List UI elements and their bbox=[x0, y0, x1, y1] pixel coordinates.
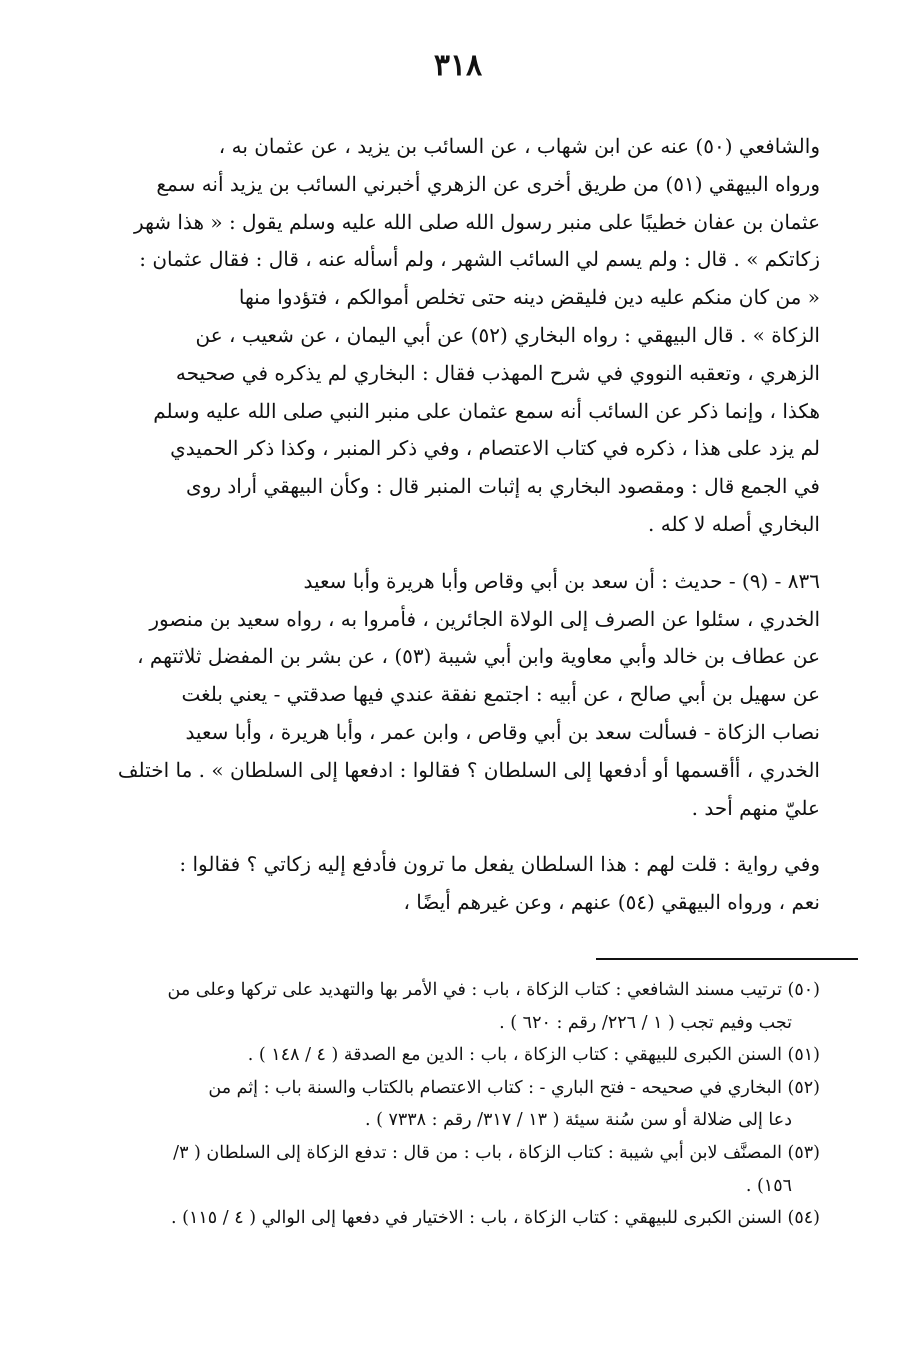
text-line: في الجمع قال : ومقصود البخاري به إثبات المنبر قال : وكأن البيهقي أراد روى bbox=[186, 474, 820, 499]
footnote-separator bbox=[596, 958, 858, 960]
text-line: عثمان بن عفان خطيبًا على منبر رسول الله صلى الله عليه وسلم يقول : « هذا شهر bbox=[134, 209, 820, 234]
text-line: زكاتكم » . قال : ولم يسم لي السائب الشهر ، ولم أسأله عنه ، قال : فقال عثمان : bbox=[139, 247, 820, 272]
main-text bbox=[58, 128, 820, 922]
footnote-53-continued: ١٥٦) . bbox=[745, 1175, 792, 1196]
text-line: نعم ، ورواه البيهقي (٥٤) عنهم ، وعن غيرهم أيضًا ، bbox=[403, 890, 820, 915]
paragraph-hadith-commentary bbox=[58, 128, 820, 544]
paragraph-narration bbox=[58, 846, 820, 922]
text-line: وفي رواية : قلت لهم : هذا السلطان يفعل ما ترون فأدفع إليه زكاتي ؟ فقالوا : bbox=[179, 852, 820, 877]
text-line: عليّ منهم أحد . bbox=[691, 795, 820, 820]
footnote-50-continued: تجب وفيم تجب ( ١ / ٢٢٦/ رقم : ٦٢٠ ) . bbox=[499, 1012, 792, 1033]
text-line: هكذا ، وإنما ذكر عن السائب أنه سمع عثمان على منبر النبي صلى الله عليه وسلم bbox=[153, 398, 820, 423]
text-line: « من كان منكم عليه دين فليقض دينه حتى تخلص أموالكم ، فتؤدوا منها bbox=[238, 285, 820, 310]
footnote-53: (٥٣) المصنَّف لابن أبي شيبة : كتاب الزكاة ، باب : من قال : تدفع الزكاة إلى السلطان ( ٣/ bbox=[173, 1142, 820, 1163]
text-line: الخدري ، سئلوا عن الصرف إلى الولاة الجائرين ، فأمروا به ، رواه سعيد بن منصور bbox=[149, 606, 820, 631]
text-line: عن سهيل بن أبي صالح ، عن أبيه : اجتمع نفقة عندي فيها صدقتي - يعني بلغت bbox=[181, 682, 820, 707]
footnote-52: (٥٢) البخاري في صحيحه - فتح الباري - : كتاب الاعتصام بالكتاب والسنة باب : إثم من bbox=[208, 1077, 820, 1098]
text-line: والشافعي (٥٠) عنه عن ابن شهاب ، عن السائب بن يزيد ، عن عثمان به ، bbox=[218, 134, 820, 158]
paragraph-hadith-836 bbox=[58, 563, 820, 828]
footnote-51: (٥١) السنن الكبرى للبيهقي : كتاب الزكاة ، باب : الدين مع الصدقة ( ٤ / ١٤٨ ) . bbox=[247, 1045, 820, 1066]
text-line: الزكاة » . قال البيهقي : رواه البخاري (٥٢) عن أبي اليمان ، عن شعيب ، عن bbox=[195, 322, 820, 347]
text-line: الخدري ، أأقسمها أو أدفعها إلى السلطان ؟ فقالوا : ادفعها إلى السلطان » . ما اختلف bbox=[117, 757, 820, 782]
text-line: البخاري أصله لا كله . bbox=[648, 511, 820, 536]
text-line: لم يزد على هذا ، ذكره في كتاب الاعتصام ، وفي ذكر المنبر ، وكذا ذكر الحميدي bbox=[170, 436, 820, 461]
text-line: عن عطاف بن خالد وأبي معاوية وابن أبي شيبة (٥٣) ، عن بشر بن المفضل ثلاثتهم ، bbox=[137, 644, 820, 669]
footnote-52-continued: دعا إلى ضلالة أو سن سُنة سيئة ( ١٣ / ٣١٧/ رقم : ٧٣٣٨ ) . bbox=[364, 1110, 792, 1131]
text-line: نصاب الزكاة - فسألت سعد بن أبي وقاص ، وابن عمر ، وأبا هريرة ، وأبا سعيد bbox=[185, 719, 820, 744]
footnote-54: (٥٤) السنن الكبرى للبيهقي : كتاب الزكاة ، باب : الاختيار في دفعها إلى الوالي ( ٤ / ١١٥) . bbox=[171, 1208, 820, 1229]
footnotes bbox=[55, 974, 820, 1235]
page-number: ٣١٨ bbox=[433, 48, 483, 83]
text-line: ورواه البيهقي (٥١) من طريق أخرى عن الزهري أخبرني السائب بن يزيد أنه سمع bbox=[156, 171, 820, 196]
footnote-50: (٥٠) ترتيب مسند الشافعي : كتاب الزكاة ، باب : في الأمر بها والتهديد على تركها وعلى من bbox=[167, 980, 820, 1000]
text-line: الزهري ، وتعقبه النووي في شرح المهذب فقال : البخاري لم يذكره في صحيحه bbox=[175, 360, 820, 385]
text-line: ٨٣٦ - (٩) - حديث : أن سعد بن أبي وقاص وأبا هريرة وأبا سعيد bbox=[303, 568, 820, 593]
